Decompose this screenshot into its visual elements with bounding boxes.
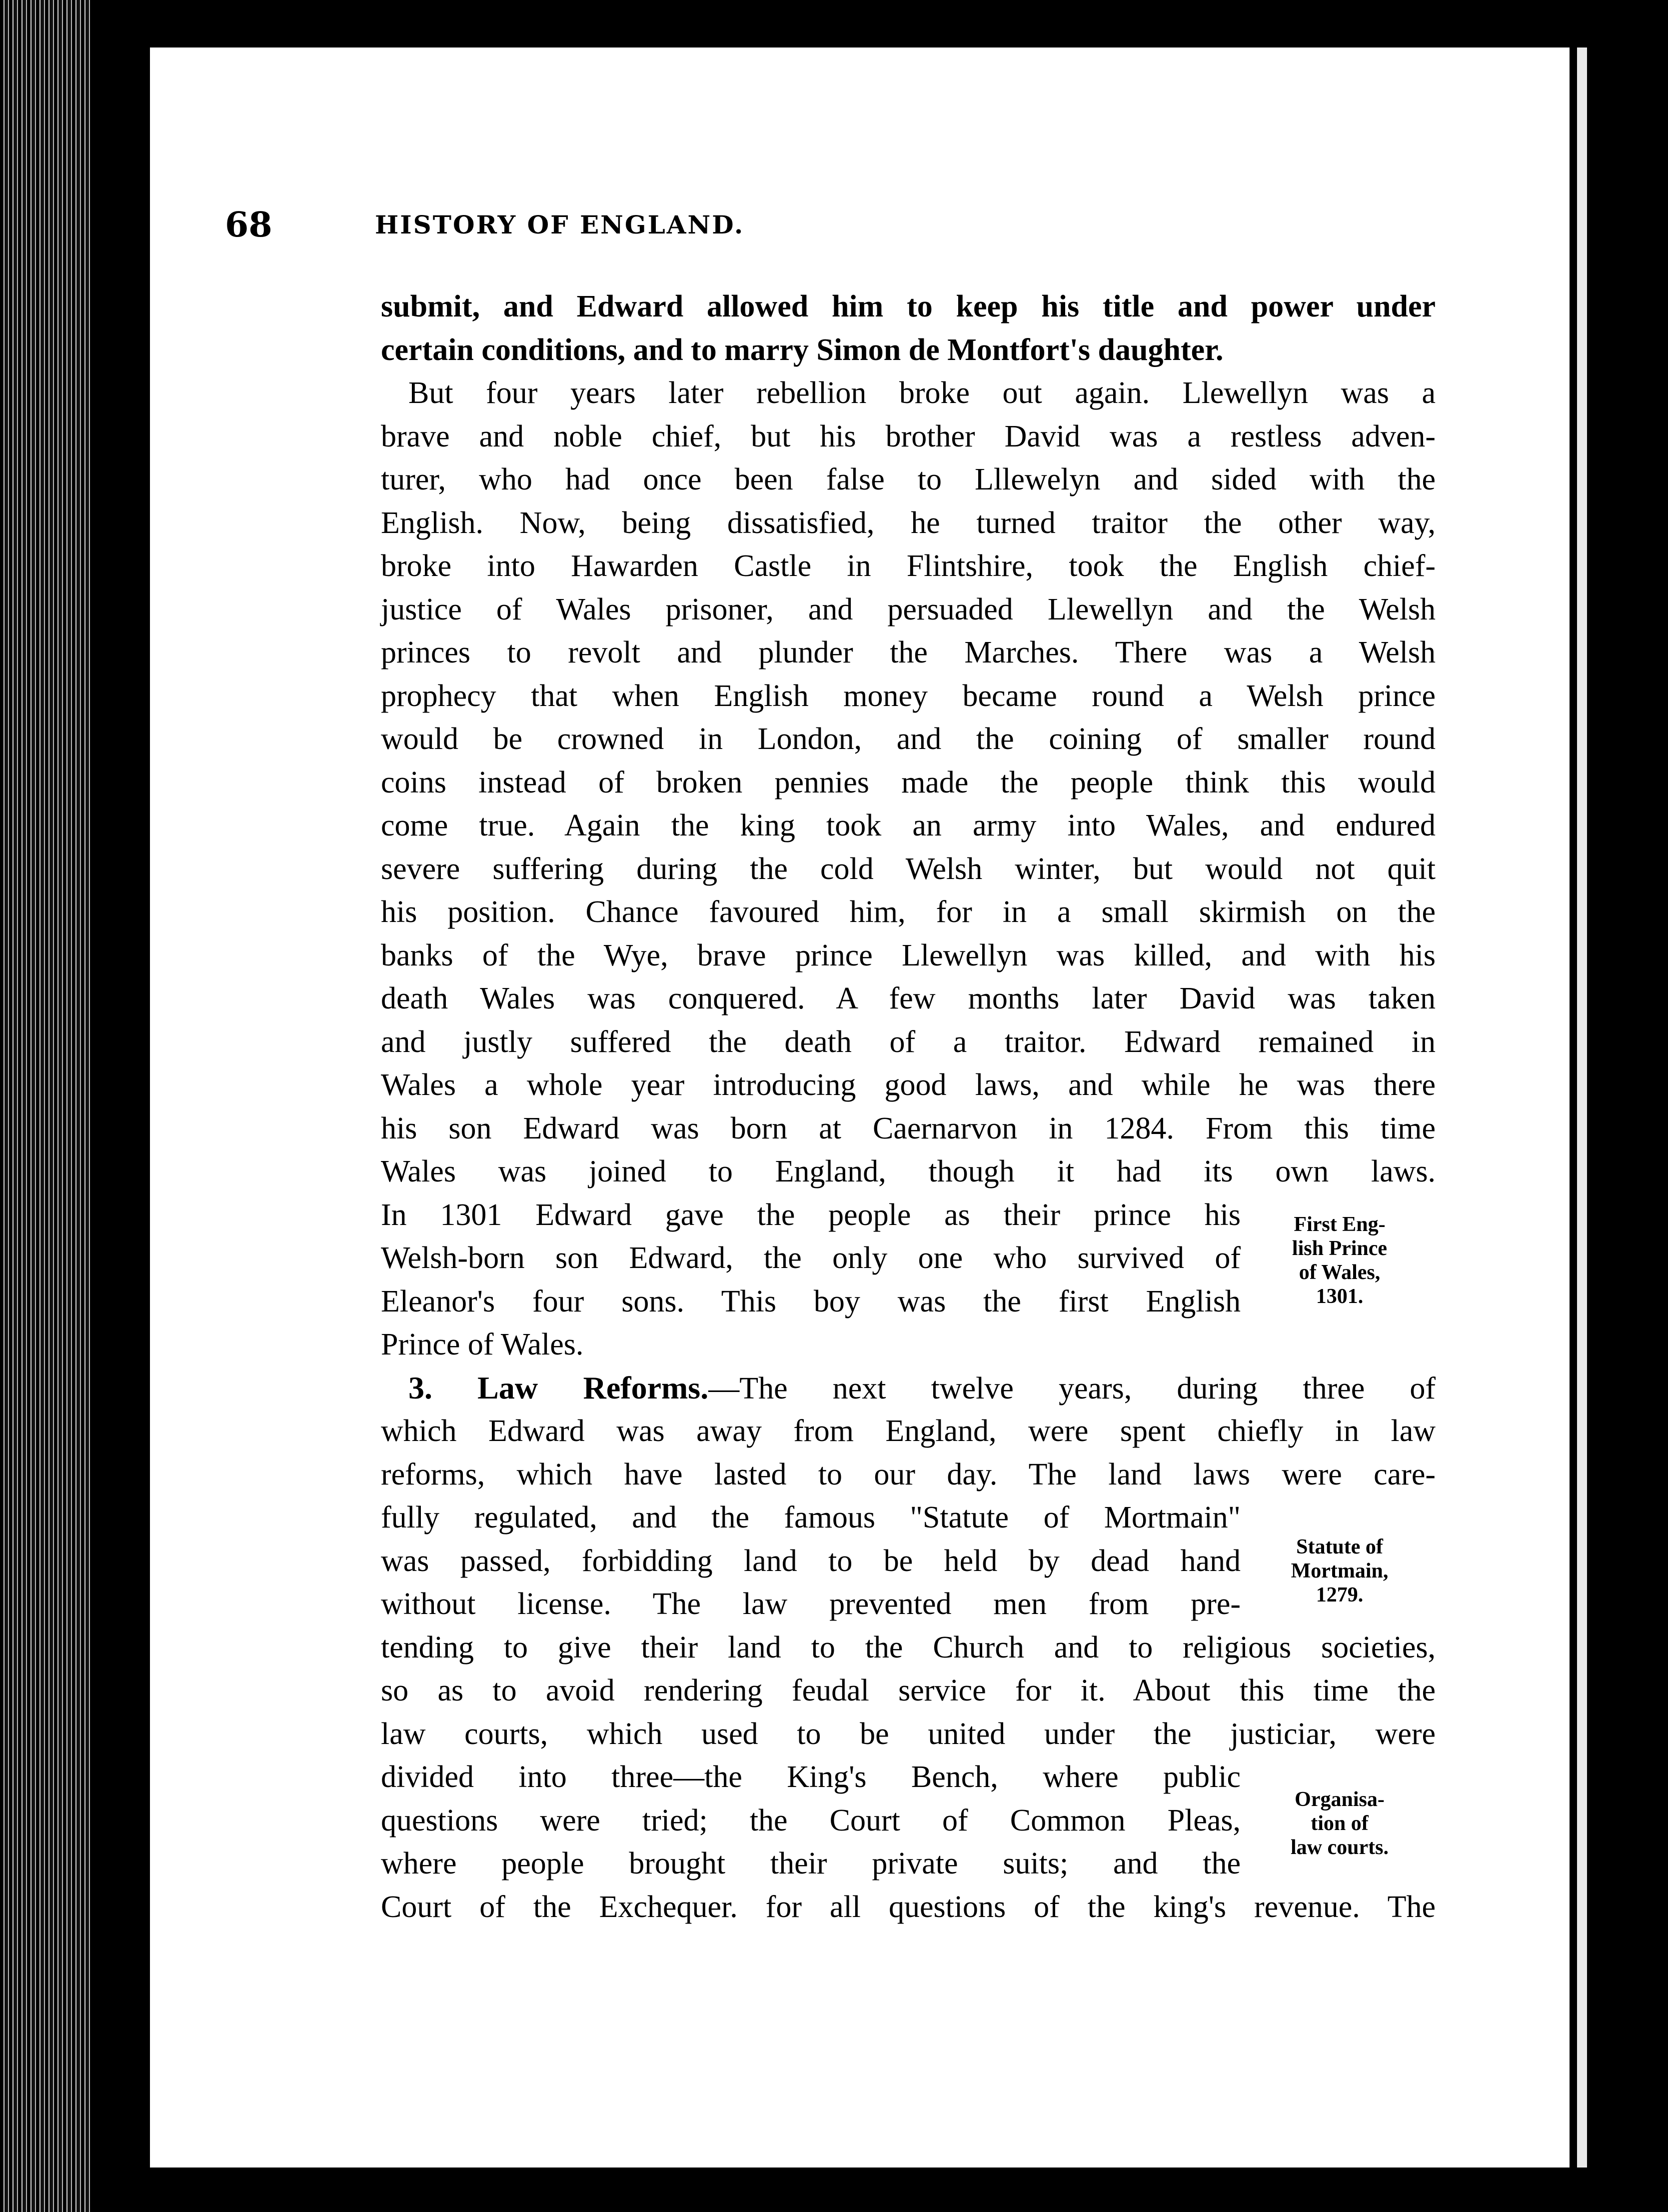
text-line: divided into three—the King's Bench, where public: [381, 1760, 1241, 1794]
section-number: 3.: [408, 1370, 432, 1406]
gutter-shadow: [90, 0, 150, 2212]
text-line: tending to give their land to the Church and to religious societies,: [381, 1630, 1436, 1664]
text-line: come true. Again the king took an army into Wales, and endured: [381, 808, 1436, 842]
sidenote-line: law courts.: [1291, 1836, 1389, 1859]
text-line: and justly suffered the death of a traitor. Edward remained in: [381, 1024, 1436, 1059]
text-line: was passed, forbidding land to be held by dead hand: [381, 1544, 1241, 1578]
text-line: justice of Wales prisoner, and persuaded Llewellyn and the Welsh: [381, 592, 1436, 626]
text-line: broke into Hawarden Castle in Flintshire, took the English chief-: [381, 549, 1436, 583]
sidenote-line: 1301.: [1316, 1285, 1364, 1308]
text-line: without license. The law prevented men from pre-: [381, 1587, 1241, 1621]
text-line: his position. Chance favoured him, for in a small skirmish on the: [381, 895, 1436, 929]
sidenote-line: Organisa-: [1295, 1788, 1385, 1811]
text-line: Welsh-born son Edward, the only one who survived of: [381, 1241, 1241, 1275]
text-line: certain conditions, and to marry Simon de Montfort's daughter.: [381, 332, 1224, 367]
text-line: law courts, which used to be united under the justiciar, were: [381, 1716, 1436, 1751]
text-line: Wales was joined to England, though it had its own laws.: [381, 1154, 1436, 1188]
text-line: where people brought their private suits; and the: [381, 1846, 1241, 1880]
text-line: But four years later rebellion broke out again. Llewellyn was a: [408, 376, 1436, 410]
text-line: fully regulated, and the famous "Statute of Mortmain": [381, 1500, 1241, 1534]
text-line: princes to revolt and plunder the Marches. There was a Welsh: [381, 636, 1436, 670]
sidenote-line: tion of: [1311, 1812, 1369, 1835]
text-line: brave and noble chief, but his brother David was a restless adven-: [381, 419, 1436, 454]
page-number: 68: [225, 205, 272, 245]
body-text: [381, 285, 1436, 1928]
text-line: reforms, which have lasted to our day. The land laws were care-: [381, 1457, 1436, 1492]
sidenote-mortmain: [1265, 1535, 1415, 1607]
sidenote-line: Mortmain,: [1291, 1560, 1389, 1582]
text-line: Wales a whole year introducing good laws, and while he was there: [381, 1068, 1436, 1102]
page-edge: [1577, 48, 1587, 2168]
text-line: Eleanor's four sons. This boy was the first English: [381, 1284, 1241, 1318]
sidenote-law-courts: [1265, 1788, 1415, 1860]
text-line: his son Edward was born at Caernarvon in 1284. From this time: [381, 1111, 1436, 1146]
page-header: [225, 205, 1125, 250]
text-line: coins instead of broken pennies made the people think this would: [381, 765, 1436, 800]
sidenote-line: 1279.: [1316, 1584, 1364, 1606]
section-title: Law Reforms.: [477, 1370, 709, 1406]
sidenote-line: lish Prince: [1292, 1237, 1388, 1260]
text-line: would be crowned in London, and the coining of smaller round: [381, 722, 1436, 756]
sidenote-prince-of-wales: [1265, 1212, 1415, 1308]
text-line: prophecy that when English money became round a Welsh prince: [381, 678, 1436, 713]
sidenote-line: First Eng-: [1294, 1213, 1386, 1236]
sidenote-line: of Wales,: [1299, 1261, 1381, 1284]
text-line: death Wales was conquered. A few months later David was taken: [381, 982, 1436, 1016]
text-line: turer, who had once been false to Lllewelyn and sided with the: [381, 462, 1436, 496]
text-line: so as to avoid rendering feudal service for it. About this time the: [381, 1674, 1436, 1708]
text-line: which Edward was away from England, were spent chiefly in law: [381, 1414, 1436, 1448]
text-line: Prince of Wales.: [381, 1328, 584, 1362]
text-line: submit, and Edward allowed him to keep his title and power under: [381, 290, 1436, 324]
text-line: English. Now, being dissatisfied, he turned traitor the other way,: [381, 506, 1436, 540]
text-line: —The next twelve years, during three of: [708, 1371, 1436, 1406]
text-line: severe suffering during the cold Welsh winter, but would not quit: [381, 852, 1436, 886]
text-line: banks of the Wye, brave prince Llewellyn was killed, and with his: [381, 938, 1436, 972]
text-line: questions were tried; the Court of Common Pleas,: [381, 1803, 1241, 1838]
section-heading-line: [381, 1366, 1436, 1410]
text-line: Court of the Exchequer. for all questions of the king's revenue. The: [381, 1890, 1436, 1924]
text-line: In 1301 Edward gave the people as their prince his: [381, 1198, 1241, 1232]
sidenote-line: Statute of: [1296, 1536, 1383, 1558]
running-title: HISTORY OF ENGLAND.: [375, 210, 745, 240]
